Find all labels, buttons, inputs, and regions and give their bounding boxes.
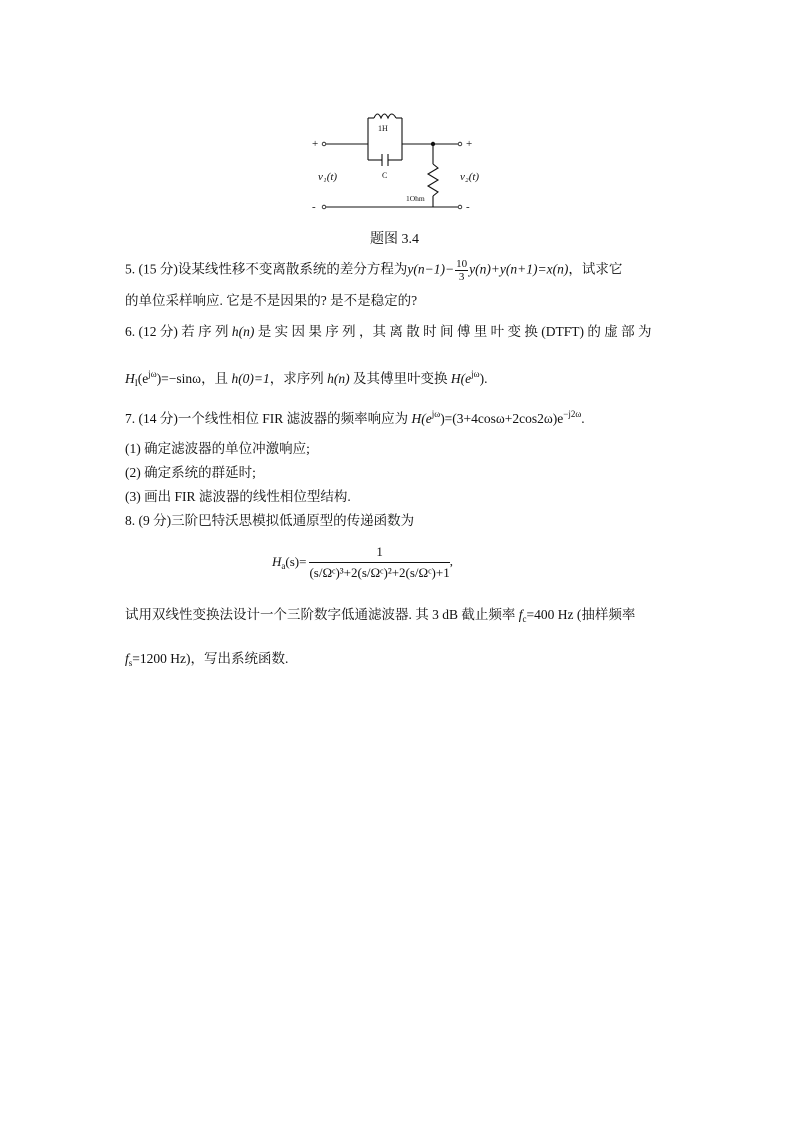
v2-label: v₂(t) (460, 171, 480, 183)
q7-item-2: (2) 确定系统的群延时; (125, 465, 256, 480)
v2-plus: + (466, 138, 473, 150)
q8-line1: 8. (9 分)三阶巴特沃思模拟低通原型的传递函数为 (125, 513, 415, 528)
resistor-label: 1Ohm (406, 194, 425, 203)
circuit-diagram (310, 100, 500, 220)
q5-line1: 5. (15 分)设某线性移不变离散系统的差分方程为y(n−1)− $\frac{10}{3}$ y(n)+y(n+1)=x(n)，试求它 (125, 258, 623, 283)
q5-fraction: $\frac{10}{3}$ (456, 258, 468, 283)
q7-item-1: (1) 确定滤波器的单位冲激响应; (125, 441, 310, 456)
v1-plus: + (312, 138, 319, 150)
q8-line3: $f_s=1200$ Hz)，写出系统函数. (125, 651, 289, 668)
transfer-function: $H_a(s)=$ $\frac{1}{\text{(s/Ωᶜ)³+2(s/Ωᶜ)²+2(s/Ωᶜ)+1}}$ , (272, 544, 453, 580)
v1-label: v₁(t) (318, 171, 338, 183)
q5-line2: 的单位采样响应. 它是不是因果的? 是不是稳定的? (125, 293, 418, 308)
q6-line2: $H_I(e^{j\omega})=-\sin\omega$，且 h(0)=1，求序列 h(n) 及其傅里叶变换 $H(e^{j\omega})$. (125, 369, 488, 388)
resistor-zigzag (428, 164, 438, 196)
inductor-label: 1H (378, 124, 388, 133)
q8-line2: 试用双线性变换法设计一个三阶数字低通滤波器. 其 3 dB 截止频率 $f_c=400$ Hz (抽样频率 (125, 607, 636, 624)
v1-minus: - (312, 201, 316, 213)
q7-line1: 7. (14 分)一个线性相位 FIR 滤波器的频率响应为 $H(e^{j\omega})=(3+4\cos\omega+2\cos 2\omega)e^{-j2\omega}$. (125, 409, 585, 426)
capacitor-label: C (382, 171, 388, 180)
v2-minus: - (466, 201, 470, 213)
q6-line1: 6. (12 分) 若 序 列 h(n) 是 实 因 果 序 列 ，其 离 散 时 间 傅 里 叶 变 换 (DTFT) 的 虚 部 为 (125, 324, 652, 339)
inductor-coil (374, 114, 396, 118)
q7-item-3: (3) 画出 FIR 滤波器的线性相位型结构. (125, 489, 351, 504)
figure-caption: 题图 3.4 (370, 232, 419, 247)
